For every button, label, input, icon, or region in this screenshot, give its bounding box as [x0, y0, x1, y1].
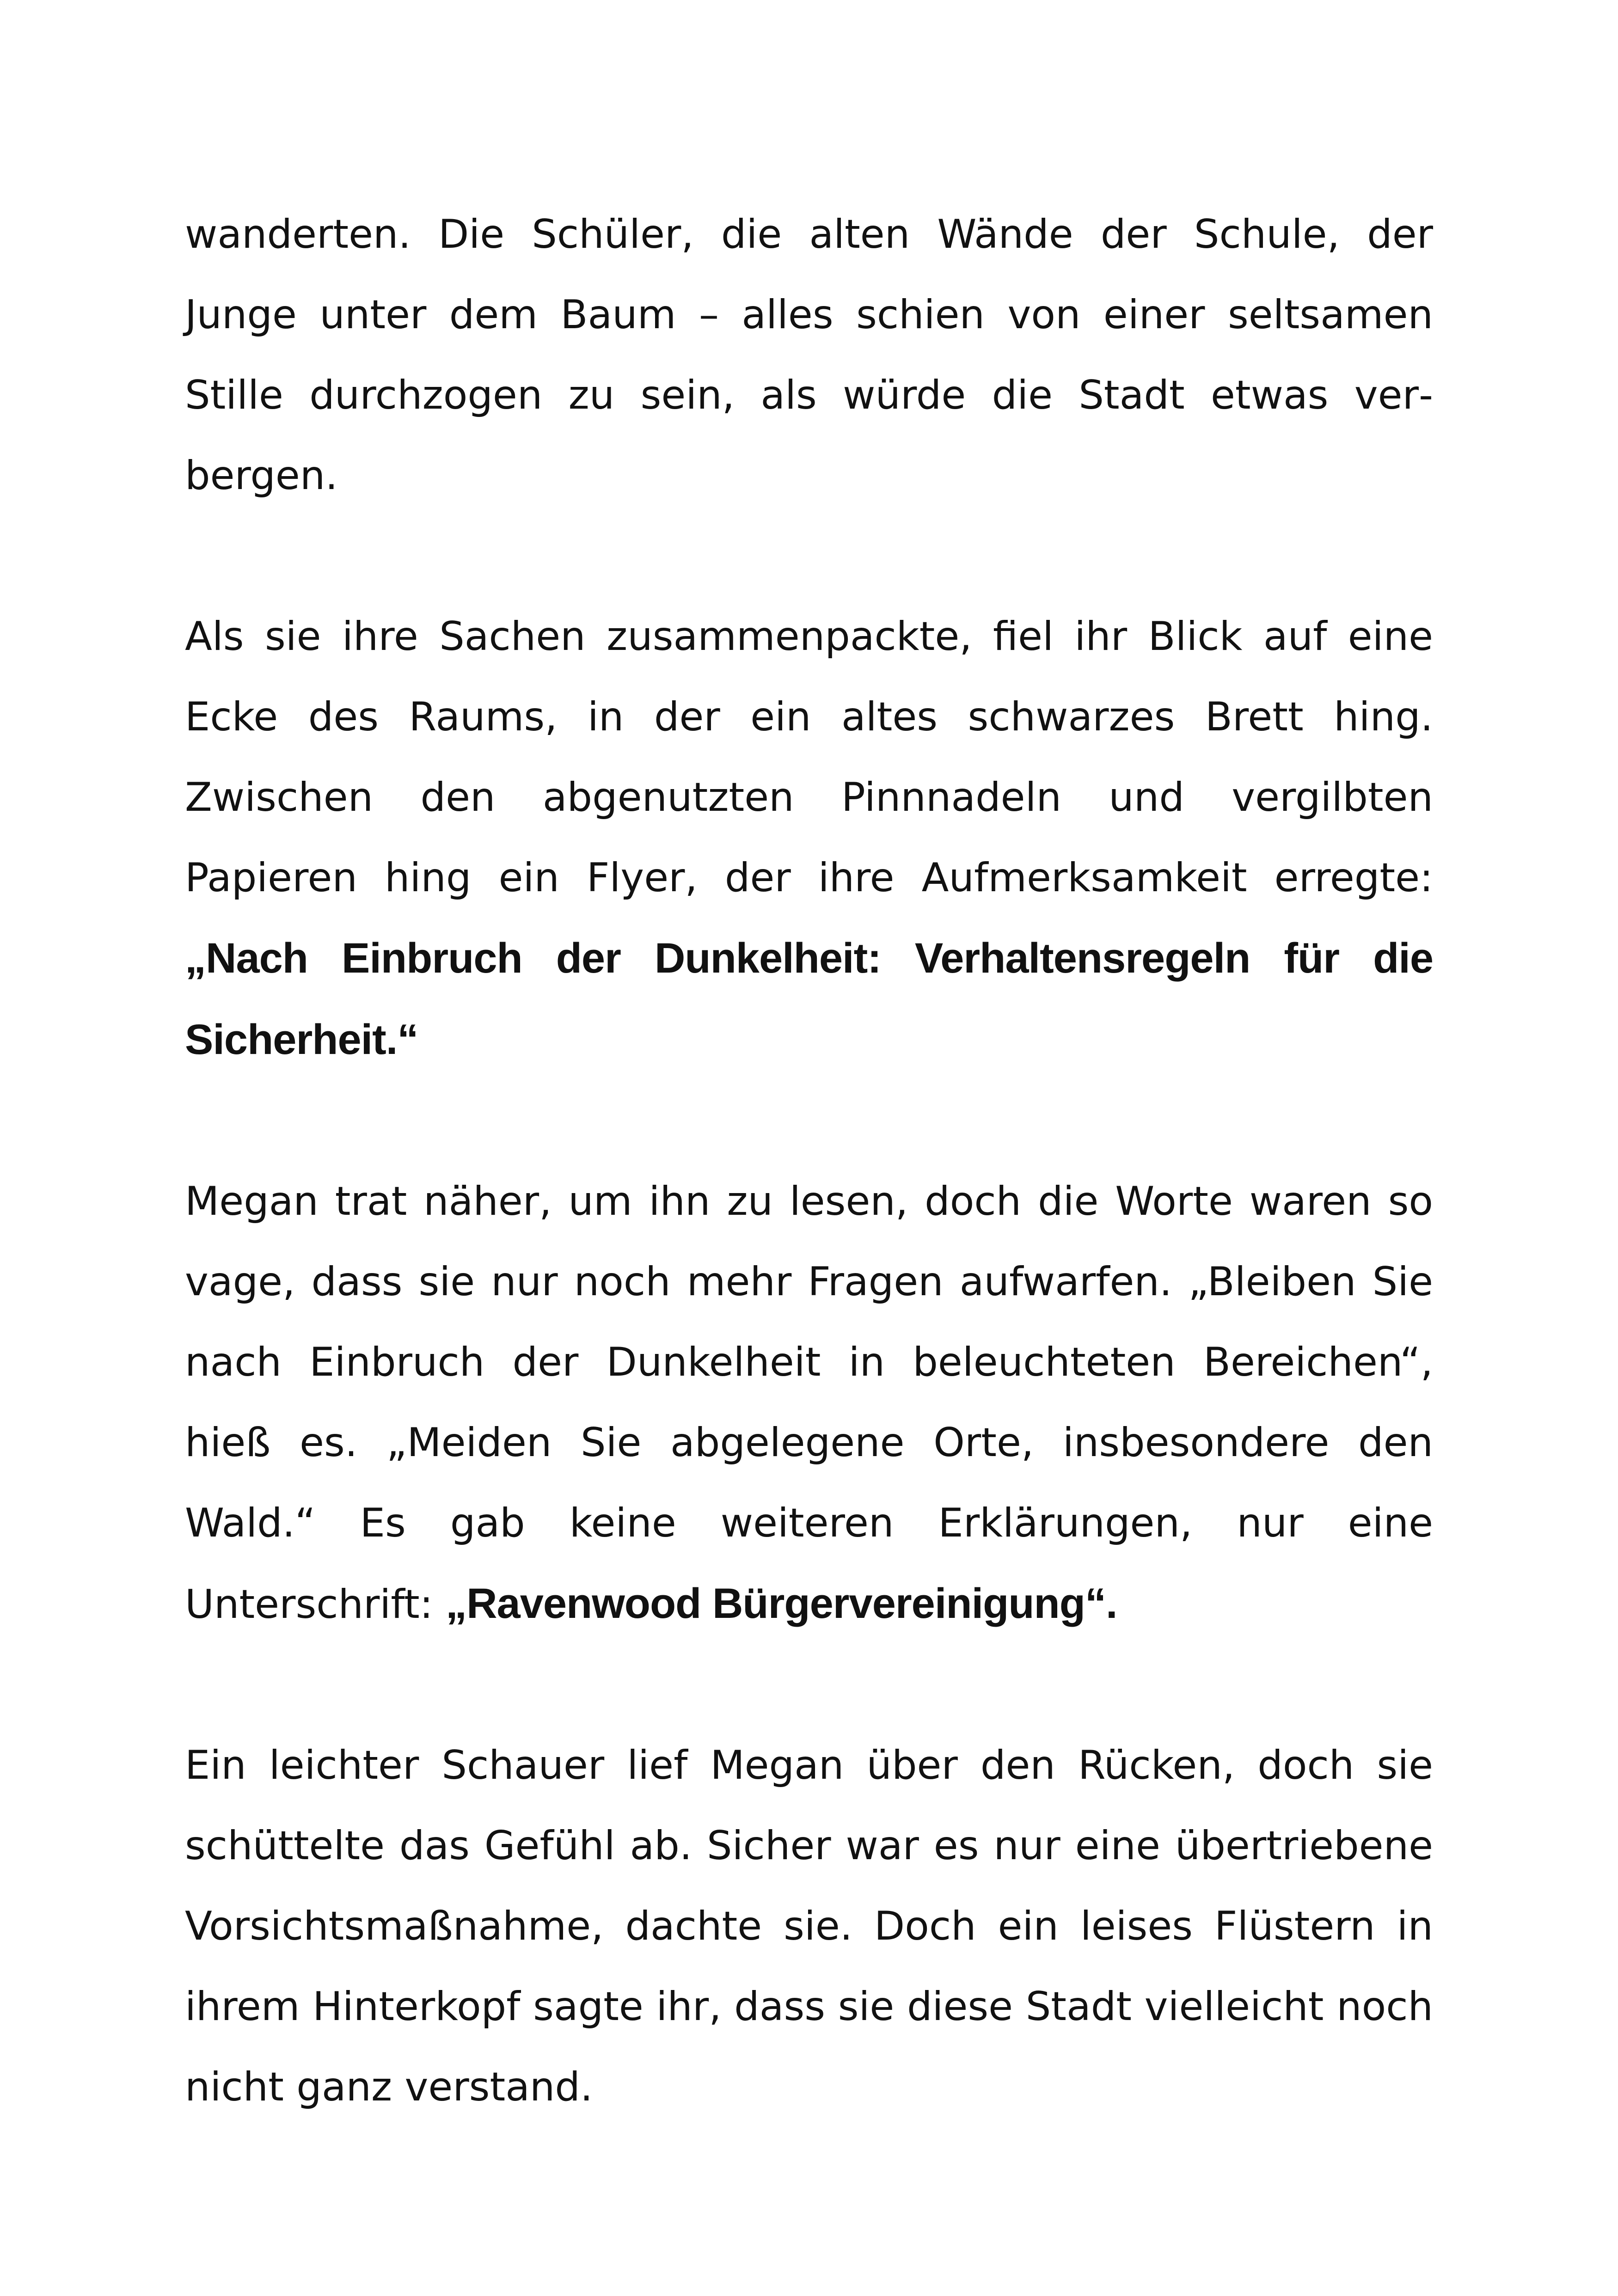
flyer-signature: „Ravenwood Bürgervereinigung“.	[446, 1580, 1117, 1627]
flyer-title: „Nach Einbruch der Dunkelheit: Verhaltensregeln für die Sicherheit.“	[185, 935, 1433, 1063]
document-body	[185, 194, 1433, 2127]
paragraph-3-text: Megan trat näher, um ihn zu lesen, doch die Worte waren so vage, dass sie nur noch mehr Fragen aufwarfen. „Bleiben Sie nach Einbruch der Dunkelheit in beleuchteten Bereichen“, hieß es. „Meiden Sie abgelegene Orte, insbesondere den Wald.“ Es gab keine weiteren Erklärungen, nur eine Unterschrift:	[185, 1178, 1433, 1628]
paragraph-4: Ein leichter Schauer lief Megan über den Rücken, doch sie schüttelte das Gefühl ab. Sicher war es nur eine übertriebene Vorsichtsmaßnahme, dachte sie. Doch ein leises Flüstern in ihrem Hinterkopf sagte ihr, dass sie diese Stadt vielleicht noch nicht ganz verstand.	[185, 1742, 1433, 2110]
paragraph-1: wanderten. Die Schüler, die alten Wände der Schule, der Junge unter dem Baum – alles schien von einer seltsamen Stille durchzogen zu sein, als würde die Stadt etwas verbergen.	[185, 211, 1433, 499]
paragraph-2	[185, 596, 1433, 1081]
paragraph-3	[185, 1161, 1433, 1645]
paragraph-2-text: Als sie ihre Sachen zusammenpackte, fiel ihr Blick auf eine Ecke des Raums, in der ein altes schwarzes Brett hing. Zwischen den abgenutzten Pinnnadeln und vergilbten Papieren hing ein Flyer, der ihre Aufmerksamkeit erregte:	[185, 613, 1433, 901]
